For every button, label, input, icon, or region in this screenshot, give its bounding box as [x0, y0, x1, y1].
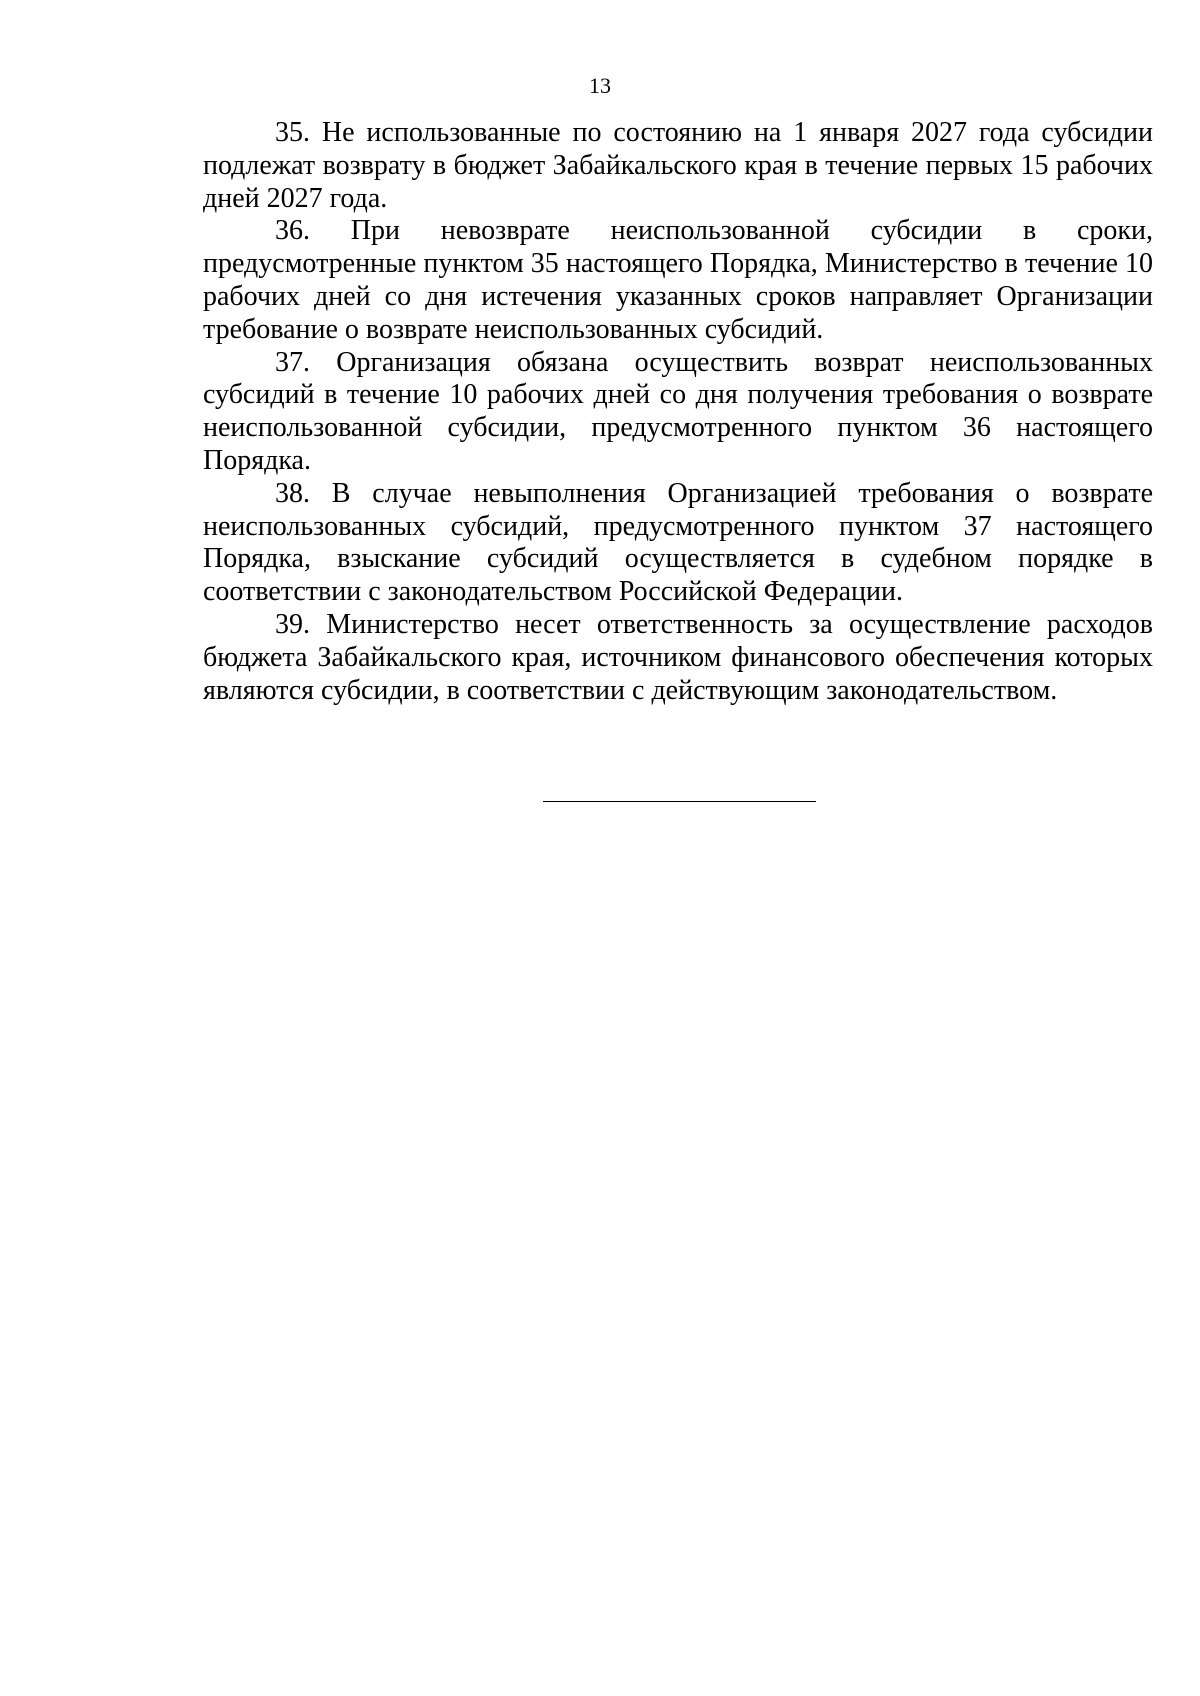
- paragraph-36: 36. При невозврате неиспользованной субсидии в сроки, предусмотренные пунктом 35 настоящего Порядка, Министерство в течение 10 рабочих дней со дня истечения указанных сроков направляет Организации требование о возврате неиспользованных субсидий.: [203, 215, 1153, 345]
- document-body: [203, 117, 1153, 707]
- paragraph-38: 38. В случае невыполнения Организацией требования о возврате неиспользованных субсидий, предусмотренного пунктом 37 настоящего Порядка, взыскание субсидий осуществляется в судебном порядке в соответствии с законодательством Российской Федерации.: [203, 477, 1153, 608]
- end-of-document-rule: [543, 801, 816, 802]
- page-number: 13: [589, 73, 611, 98]
- paragraph-35: 35. Не использованные по состоянию на 1 января 2027 года субсидии подлежат возврату в бюджет Забайкальского края в течение первых 15 рабочих дней 2027 года.: [203, 117, 1153, 214]
- paragraph-37: 37. Организация обязана осуществить возврат неиспользованных субсидий в течение 10 рабочих дней со дня получения требования о возврате неиспользованной субсидии, предусмотренного пунктом 36 настоящего Порядка.: [203, 346, 1153, 476]
- paragraph-39: 39. Министерство несет ответственность за осуществление расходов бюджета Забайкальского края, источником финансового обеспечения которых являются субсидии, в соответствии с действующим законодательством.: [203, 608, 1153, 706]
